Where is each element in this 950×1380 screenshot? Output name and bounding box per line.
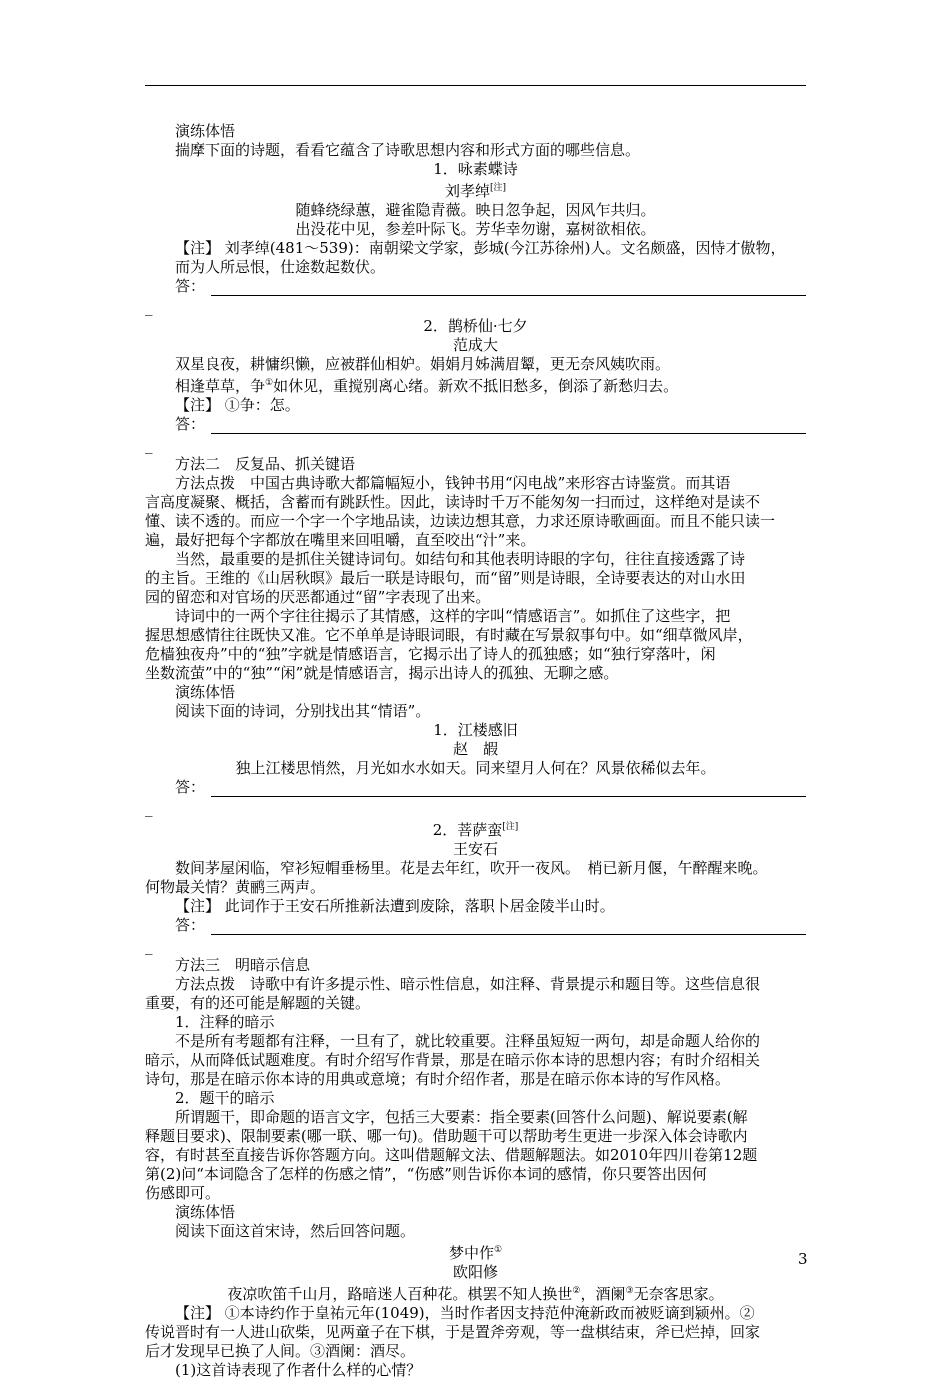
para-line: 不是所有考题都有注释，一旦有了，就比较重要。注释虽短短一两句，却是命题人给你的	[175, 1032, 761, 1050]
poem-line: 何物最关情？黄鹂三两声。	[145, 878, 326, 896]
instruction: 揣摩下面的诗题，看看它蕴含了诗歌思想内容和形式方面的哪些信息。	[175, 141, 641, 159]
para-line: 遍，最好把每个字都放在嘴里来回咀嚼，直至咬出“汁”来。	[145, 531, 536, 549]
poem-note: 【注】 ①争：怎。	[175, 396, 300, 414]
para-line: 容，有时甚至直接告诉你答题方向。这叫借题解文法、借题解题法。如2010年四川卷第12题	[145, 1146, 758, 1164]
poem-author: 范成大	[452, 336, 498, 354]
method-heading: 方法二 反复品、抓关键语	[175, 455, 356, 473]
para-line: 所谓题干，即命题的语言文字，包括三大要素：指全要素(回答什么问题)、解说要素(解	[175, 1108, 748, 1126]
poem-line: 随蜂绕绿蕙，避雀隐青薇。映日忽争起，因风乍共归。	[295, 201, 656, 219]
poem-author: 赵 嘏	[452, 740, 498, 758]
answer-field[interactable]	[145, 778, 806, 797]
poem-title: 2．鹊桥仙·七夕	[423, 317, 528, 335]
poem-title: 1．咏素蝶诗	[433, 160, 518, 178]
poem-line: 数间茅屋闲临，窄衫短帽垂杨里。花是去年红，吹开一夜风。 梢已新月偃，午醉醒来晚。	[175, 859, 768, 877]
poem-note: 而为人所忌恨，仕途数起数伏。	[175, 258, 386, 276]
answer-label: 答：	[175, 916, 206, 934]
poem-note: 【注】 ①本诗约作于皇祐元年(1049)，当时作者因支持范仲淹新政而被贬谪到颍州。②	[175, 1304, 755, 1322]
poem-line: 出没花中见，参差叶际飞。芳华幸勿谢，嘉树欲相依。	[295, 220, 656, 238]
poem-title: 1．江楼感旧	[433, 721, 518, 739]
answer-label: 答：	[175, 277, 206, 295]
poem-note: 传说晋时有一人进山砍柴，见两童子在下棋，于是置斧旁观，等一盘棋结束，斧已烂掉，回家	[145, 1323, 761, 1341]
dash-mark: _	[145, 298, 153, 316]
poem-line: 相逢草草，争①如休见，重搅别离心绪。新欢不抵旧愁多，倒添了新愁归去。	[175, 377, 679, 395]
para-line: 诗句，那是在暗示你本诗的用典或意境；有时介绍作者，那是在暗示你本诗的写作风格。	[145, 1070, 731, 1088]
poem-author: 欧阳修	[452, 1263, 498, 1281]
dash-mark: _	[145, 799, 153, 817]
dash-mark: _	[145, 937, 153, 955]
para-line: 暗示，从而降低试题难度。有时介绍写作背景，那是在暗示你本诗的思想内容；有时介绍相关	[145, 1051, 761, 1069]
answer-line	[211, 920, 806, 935]
answer-field[interactable]	[145, 277, 806, 296]
answer-label: 答：	[175, 778, 206, 796]
dash-mark: _	[145, 436, 153, 454]
poem-author: 王安石	[452, 840, 498, 858]
para-line: 伤感即可。	[145, 1184, 221, 1202]
practice-heading: 演练体悟	[175, 683, 236, 701]
para-line: 坐数流萤”中的“独”“闲”就是情感语言，揭示出诗人的孤独、无聊之感。	[145, 664, 619, 682]
header-rule	[145, 85, 806, 86]
answer-label: 答：	[175, 415, 206, 433]
para-line: 重要，有的还可能是解题的关键。	[145, 994, 371, 1012]
para-line: 方法点拨 诗歌中有许多提示性、暗示性信息，如注释、背景提示和题目等。这些信息很	[175, 975, 761, 993]
para-line: 危樯独夜舟”中的“独”字就是情感语言，它揭示出了诗人的孤独感；如“独行穿落叶，闲	[145, 645, 716, 663]
para-line: 的主旨。王维的《山居秋暝》最后一联是诗眼句，而“留”则是诗眼，全诗要表达的对山水田	[145, 569, 746, 587]
method-heading: 方法三 明暗示信息	[175, 956, 311, 974]
answer-line	[211, 782, 806, 797]
poem-title: 梦中作①	[448, 1244, 503, 1262]
poem-note: 后才发现早已换了人间。③酒阑：酒尽。	[145, 1342, 416, 1360]
para-line: 当然，最重要的是抓住关键诗词句。如结句和其他表明诗眼的字句，往往直接透露了诗	[175, 550, 746, 568]
poem-line: 独上江楼思悄然，月光如水水如天。同来望月人何在？风景依稀似去年。	[235, 759, 716, 777]
answer-line	[211, 281, 806, 296]
question: (1)这首诗表现了作者什么样的心情？	[175, 1361, 422, 1379]
para-line: 懂、读不透的。而应一个字一个字地品读，边读边想其意，力求还原诗歌画面。而且不能只读一	[145, 512, 776, 530]
page-number: 3	[798, 1250, 808, 1268]
answer-field[interactable]	[145, 916, 806, 935]
instruction: 阅读下面的诗词，分别找出其“情语”。	[175, 702, 431, 720]
para-line: 言高度凝聚、概括，含蓄而有跳跃性。因此，读诗时千万不能匆匆一扫而过，这样绝对是读不	[145, 493, 761, 511]
poem-author: 刘孝绰[注]	[444, 182, 507, 200]
sub-heading: 1．注释的暗示	[175, 1013, 275, 1031]
para-line: 握思想感情往往既快又准。它不单单是诗眼词眼，有时藏在写景叙事句中。如“细草微风岸，	[145, 626, 753, 644]
poem-line: 夜凉吹笛千山月，路暗迷人百种花。棋罢不知人换世②，酒阑③无奈客思家。	[227, 1285, 724, 1303]
poem-note: 【注】 刘孝绰(481～539)：南朝梁文学家，彭城(今江苏徐州)人。文名颇盛，因恃才傲物，	[175, 239, 786, 257]
poem-line: 双星良夜，耕慵织懒，应被群仙相妒。娟娟月姊满眉颦，更无奈风姨吹雨。	[175, 355, 671, 373]
para-line: 园的留恋和对官场的厌恶都通过“留”字表现了出来。	[145, 588, 491, 606]
practice-heading: 演练体悟	[175, 1203, 236, 1221]
instruction: 阅读下面这首宋诗，然后回答问题。	[175, 1222, 416, 1240]
sub-heading: 2．题干的暗示	[175, 1089, 275, 1107]
answer-field[interactable]	[145, 415, 806, 434]
document-body	[145, 122, 806, 1380]
practice-heading: 演练体悟	[175, 122, 236, 140]
para-line: 诗词中的一两个字往往揭示了其情感，这样的字叫“情感语言”。如抓住了这些字，把	[175, 607, 731, 625]
para-line: 方法点拨 中国古典诗歌大都篇幅短小，钱钟书用“闪电战”来形容古诗鉴赏。而其语	[175, 474, 731, 492]
poem-title: 2．菩萨蛮[注]	[432, 821, 519, 839]
para-line: 释题目要求)、限制要素(哪一联、哪一句)。借助题干可以帮助考生更进一步深入体会诗歌内	[145, 1127, 748, 1145]
poem-note: 【注】 此词作于王安石所推新法遭到废除，落职卜居金陵半山时。	[175, 897, 615, 915]
answer-line	[211, 419, 806, 434]
para-line: 第(2)问“本词隐含了怎样的伤感之情”，“伤感”则告诉你本词的感情，你只要答出因何	[145, 1165, 707, 1183]
